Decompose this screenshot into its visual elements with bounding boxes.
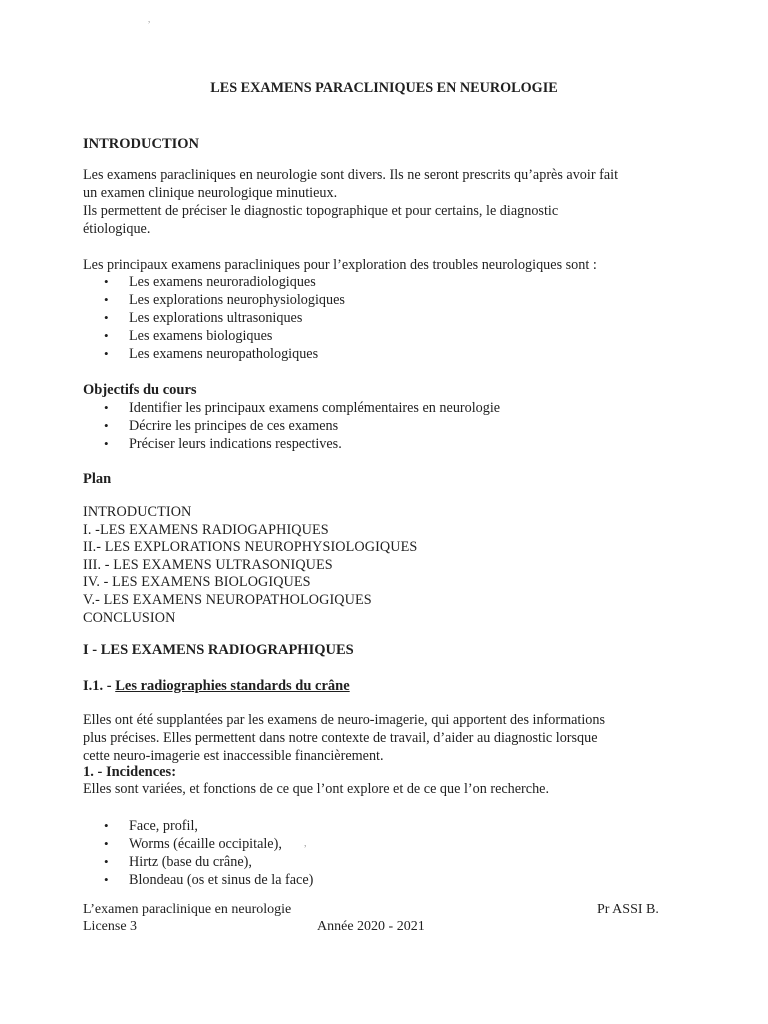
list-item: • Blondeau (os et sinus de la face) (83, 871, 313, 889)
plan-item: I. -LES EXAMENS RADIOGAPHIQUES (83, 521, 329, 538)
list-item: • Identifier les principaux examens complémentaires en neurologie (83, 399, 500, 417)
incidences-paragraph: Elles sont variées, et fonctions de ce que l’ont explore et de ce que l’on recherche. (83, 781, 550, 797)
paragraph-line: cette neuro-imagerie est inaccessible financièrement. (83, 748, 384, 764)
plan-item: IV. - LES EXAMENS BIOLOGIQUES (83, 574, 311, 591)
list-item: • Worms (écaille occipitale), (83, 835, 313, 853)
list-item: • Préciser leurs indications respectives. (83, 435, 500, 453)
intro-paragraph-2: Les principaux examens paracliniques pour l’exploration des troubles neurologiques sont : (83, 257, 597, 273)
intro-line: Les examens paracliniques en neurologie sont divers. Ils ne seront prescrits qu’après avoir fait (83, 167, 619, 183)
list-item: • Les explorations ultrasoniques (83, 309, 345, 327)
subsection-number: I.1. - (83, 678, 116, 694)
intro-paragraph (83, 166, 683, 238)
plan-item: III. - LES EXAMENS ULTRASONIQUES (83, 556, 333, 573)
intro-line: étiologique. (83, 221, 151, 237)
objectives-heading: Objectifs du cours (83, 382, 197, 398)
list-item: • Face, profil, (83, 817, 313, 835)
intro-line: Ils permettent de préciser le diagnostic topographique et pour certains, le diagnostic (83, 203, 559, 219)
document-title: LES EXAMENS PARACLINIQUES EN NEUROLOGIE (210, 80, 558, 96)
incidences-heading: 1. - Incidences: (83, 764, 177, 780)
plan-item: II.- LES EXPLORATIONS NEUROPHYSIOLOGIQUES (83, 539, 418, 556)
scan-speck: , (148, 14, 151, 24)
subsection-1-1-paragraph (83, 711, 703, 765)
subsection-1-1-heading (83, 678, 350, 695)
objectives-list (83, 399, 500, 453)
list-item: • Décrire les principes de ces examens (83, 417, 500, 435)
exam-list (83, 273, 345, 363)
paragraph-line: Elles ont été supplantées par les examens de neuro-imagerie, qui apportent des informations (83, 712, 606, 728)
paragraph-line: plus précises. Elles permettent dans notre contexte de travail, d’aider au diagnostic lorsque (83, 730, 598, 746)
scan-speck: , (304, 838, 307, 849)
footer-doc-name: L’examen paraclinique en neurologie (83, 902, 292, 917)
plan-list (83, 504, 417, 627)
intro-line: un examen clinique neurologique minutieux. (83, 185, 338, 201)
list-item: • Les examens biologiques (83, 327, 345, 345)
list-item: • Les explorations neurophysiologiques (83, 291, 345, 309)
list-item: • Hirtz (base du crâne), (83, 853, 313, 871)
list-item: • Les examens neuroradiologiques (83, 273, 345, 291)
plan-item: INTRODUCTION (83, 504, 192, 520)
plan-item: CONCLUSION (83, 609, 176, 626)
list-item: • Les examens neuropathologiques (83, 345, 345, 363)
subsection-title: Les radiographies standards du crâne (115, 678, 350, 694)
footer-level: License 3 (83, 919, 138, 934)
section-1-heading: I - LES EXAMENS RADIOGRAPHIQUES (83, 642, 354, 658)
plan-heading: Plan (83, 471, 112, 487)
footer-year: Année 2020 - 2021 (317, 919, 425, 934)
footer-author: Pr ASSI B. (597, 902, 659, 917)
intro-heading: INTRODUCTION (83, 136, 200, 152)
plan-item: V.- LES EXAMENS NEUROPATHOLOGIQUES (83, 591, 372, 608)
incidences-list (83, 817, 313, 889)
